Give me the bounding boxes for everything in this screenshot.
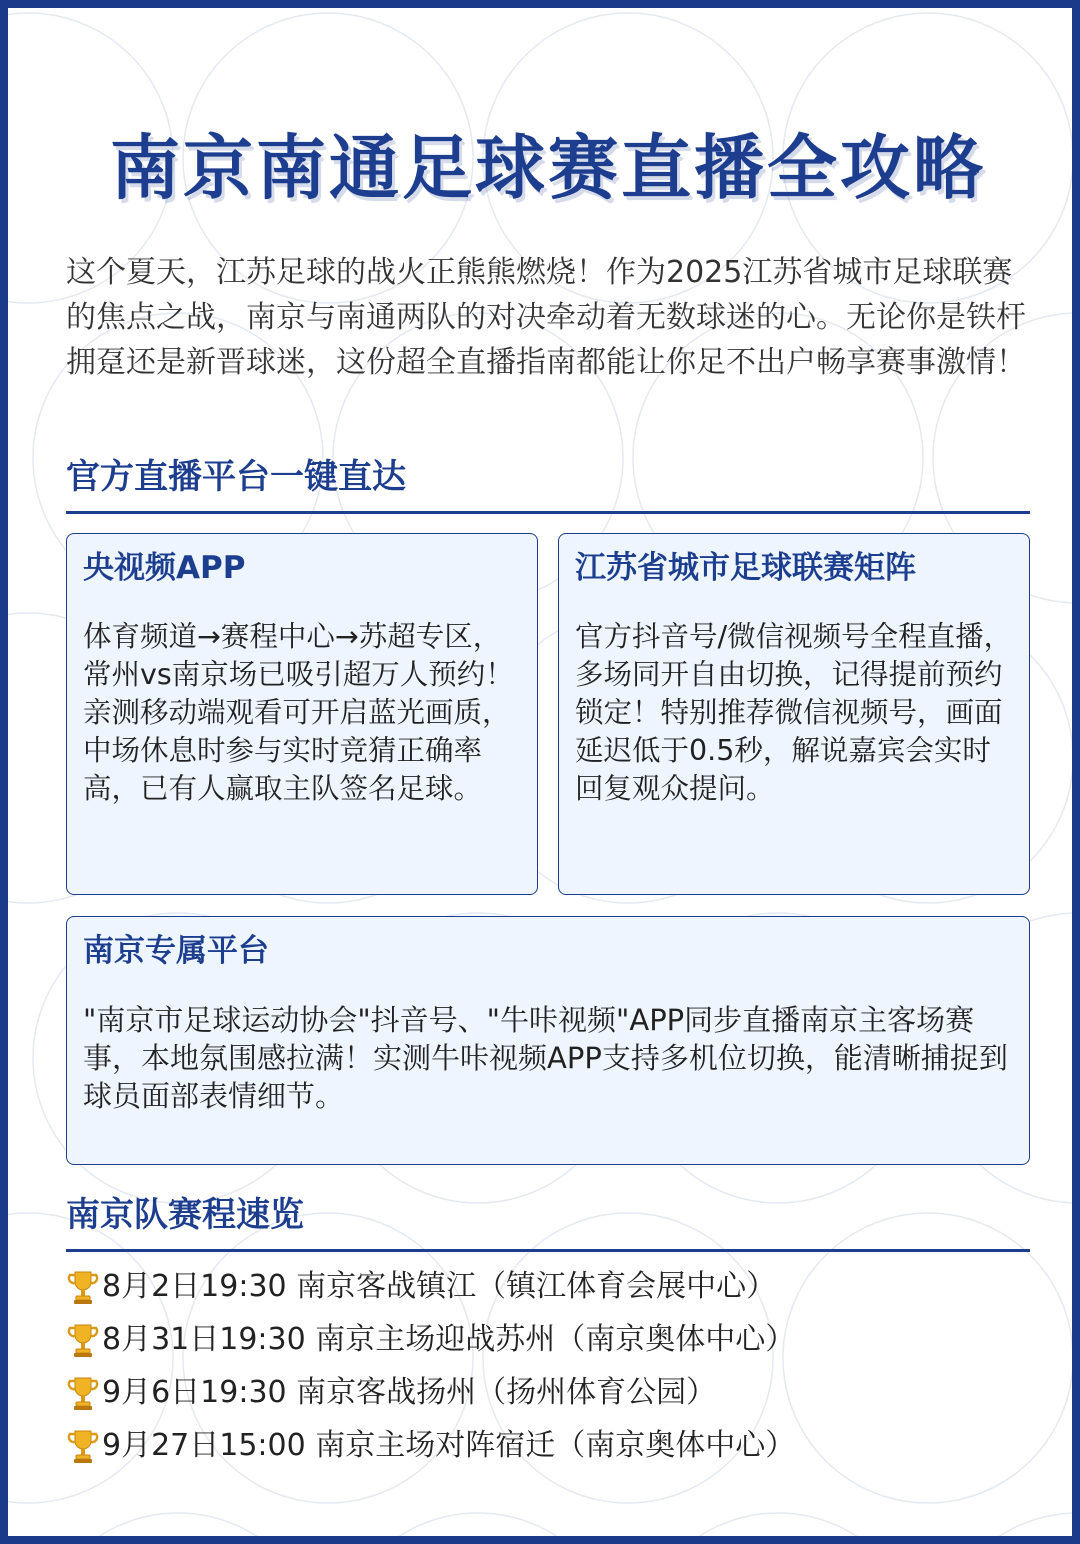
card-title: 江苏省城市足球联赛矩阵 xyxy=(575,550,916,586)
card-title: 央视频APP xyxy=(83,550,246,586)
schedule-item-text: 8月31日19:30 南京主场迎战苏州（南京奥体中心） xyxy=(102,1322,796,1357)
section-heading-platforms: 官方直播平台一键直达 xyxy=(66,453,1030,514)
schedule-item-text: 9月27日15:00 南京主场对阵宿迁（南京奥体中心） xyxy=(102,1428,796,1463)
schedule-item-text: 9月6日19:30 南京客战扬州（扬州体育公园） xyxy=(102,1375,717,1410)
schedule-list xyxy=(66,1260,1046,1472)
platform-card-league-matrix xyxy=(558,533,1030,895)
platform-card-cctv xyxy=(66,533,538,895)
card-title: 南京专属平台 xyxy=(83,933,269,969)
card-body: 体育频道→赛程中心→苏超专区，常州vs南京场已吸引超万人预约！亲测移动端观看可开启蓝光画质，中场休息时参与实时竞猜正确率高，已有人赢取主队签名足球。 xyxy=(83,620,514,805)
intro-paragraph: 这个夏天，江苏足球的战火正熊熊燃烧！作为2025江苏省城市足球联赛的焦点之战，南京与南通两队的对决牵动着无数球迷的心。无论你是铁杆拥趸还是新晋球迷，这份超全直播指南都能让你足不出户畅享赛事激情！ xyxy=(66,255,1026,380)
schedule-item-text: 8月2日19:30 南京客战镇江（镇江体育会展中心） xyxy=(102,1269,777,1304)
card-body: "南京市足球运动协会"抖音号、"牛咔视频"APP同步直播南京主客场赛事，本地氛围感拉满！实测牛咔视频APP支持多机位切换，能清晰捕捉到球员面部表情细节。 xyxy=(83,1003,1008,1113)
schedule-item xyxy=(66,1260,1046,1313)
page-title: 南京南通足球赛直播全攻略 xyxy=(110,127,986,209)
platform-card-nanjing xyxy=(66,916,1030,1165)
trophy-icon xyxy=(66,1321,100,1359)
card-body: 官方抖音号/微信视频号全程直播，多场同开自由切换，记得提前预约锁定！特别推荐微信视频号，画面延迟低于0.5秒，解说嘉宾会实时回复观众提问。 xyxy=(575,620,1013,805)
schedule-item xyxy=(66,1419,1046,1472)
trophy-icon xyxy=(66,1374,100,1412)
trophy-icon xyxy=(66,1427,100,1465)
schedule-item xyxy=(66,1366,1046,1419)
trophy-icon xyxy=(66,1268,100,1306)
section-heading-schedule: 南京队赛程速览 xyxy=(66,1191,1030,1252)
schedule-item xyxy=(66,1313,1046,1366)
